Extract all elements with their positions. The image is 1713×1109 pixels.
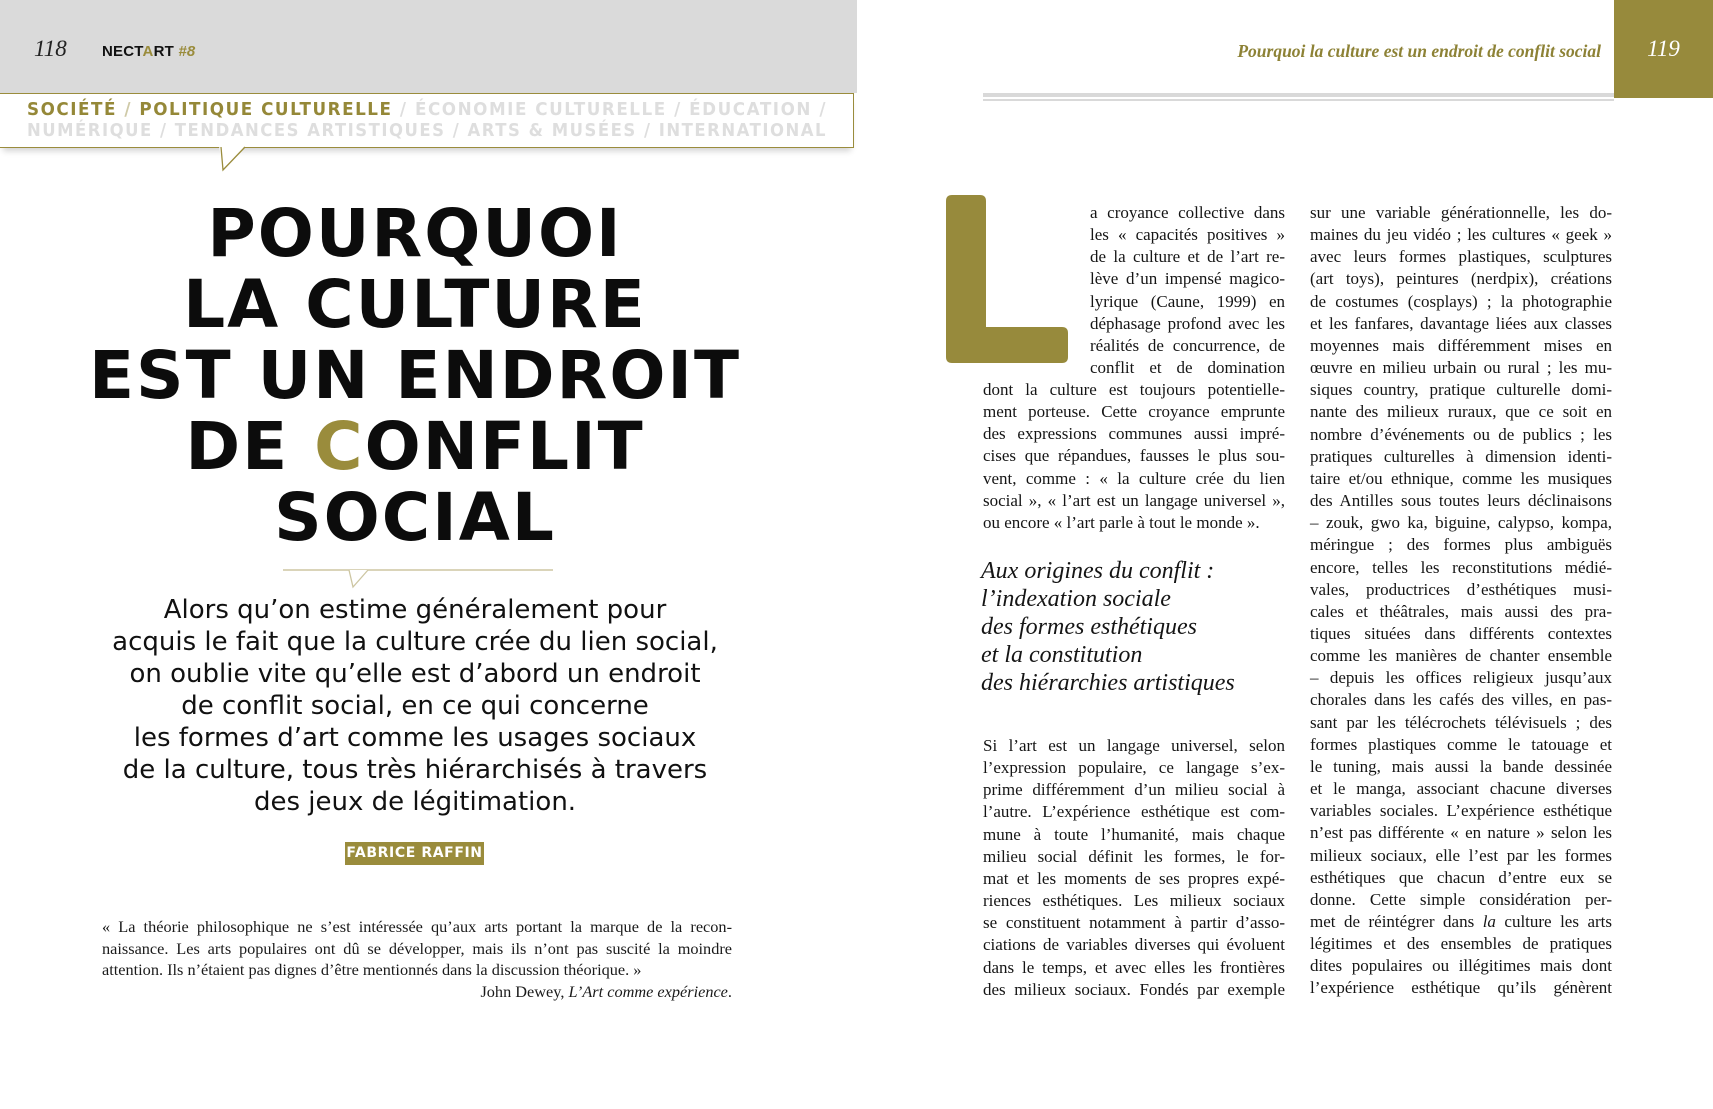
running-head: Pourquoi la culture est un endroit de conflit social <box>1237 41 1601 61</box>
body-line: des Antilles sous toutes leurs déclinaisons <box>1310 491 1612 511</box>
quote-line: attention. Ils n’étaient pas dignes d’être mentionnés dans la discussion théorique. » <box>102 960 642 980</box>
body-line: lyrique (Caune, 1999) en <box>1090 291 1285 311</box>
body-line: social », « l’art est un langage universel », <box>983 490 1285 510</box>
body-line: a croyance collective dans <box>1090 203 1285 222</box>
section-tag[interactable]: ÉDUCATION <box>689 100 812 120</box>
body-line: légitimes et des ensembles de pratiques <box>1310 934 1612 954</box>
body-line: encore, telles les reconstitutions médié- <box>1310 557 1612 577</box>
issue-number: #8 <box>178 43 196 60</box>
tag-separator: / <box>160 121 168 141</box>
body-line: l’expérience esthétique qu’ils génèrent <box>1310 978 1612 998</box>
body-line: n’est pas différente « en nature » selon les <box>1310 823 1612 843</box>
body-line: siques country, pratique culturelle domi- <box>1310 380 1612 400</box>
subheading-line: des formes esthétiques <box>981 614 1197 640</box>
section-tag[interactable]: INTERNATIONAL <box>658 121 827 141</box>
body-line: sur une variable générationnelle, les do- <box>1310 203 1612 222</box>
body-line: riences esthétiques. Les milieux sociaux <box>983 891 1285 911</box>
body-line: – depuis les offices religieux jusqu’aux <box>1310 668 1612 688</box>
body-line: l’expression populaire, ce langage s’ex- <box>983 758 1285 778</box>
body-line: et les fanfares, davantage liées aux classes <box>1310 313 1612 333</box>
subheading-line: des hiérarchies artistiques <box>981 670 1235 696</box>
body-line: méringue ; des formes plus ambiguës <box>1310 535 1612 555</box>
tag-separator: / <box>124 100 133 120</box>
body-line: mune à toute l’humanité, mais chaque <box>983 824 1285 844</box>
body-line: œuvre en milieu urbain ou rural ; les mu- <box>1310 358 1612 378</box>
lede-line: de conflit social, en ce qui concerne <box>181 691 649 721</box>
tag-separator: / <box>399 100 408 120</box>
body-line: cales et théâtrales, mais aussi des pra- <box>1310 601 1612 621</box>
body-line: conflit et de domination <box>1090 358 1285 378</box>
body-line: variables sociales. L’expérience esthétique <box>1310 801 1612 821</box>
body-line: pratiques culturelles à dimension identi- <box>1310 446 1612 466</box>
tag-separator: / <box>674 100 682 120</box>
left-page-header-band <box>0 0 857 93</box>
tag-separator: / <box>452 121 461 141</box>
body-line: sant par les télécrochets télévisuels ; des <box>1310 712 1612 732</box>
body-line: et le manga, associant chacune diverses <box>1310 779 1612 799</box>
section-tag[interactable]: ÉCONOMIE CULTURELLE <box>414 100 667 120</box>
body-line: taire et/ou ethnique, comme les musiques <box>1310 468 1612 488</box>
body-line: chorales dans les cafés des villes, en pas- <box>1310 690 1612 710</box>
body-line: dont la culture est toujours potentielle- <box>983 380 1285 399</box>
body-line: le tuning, mais aussi la bande dessinée <box>1310 756 1612 776</box>
body-line: cises que répandues, fausses le plus sou- <box>983 446 1285 466</box>
body-line: avec leurs formes plastiques, sculptures <box>1310 247 1612 267</box>
section-tag[interactable]: SOCIÉTÉ <box>27 100 117 120</box>
article-title: POURQUOI LA CULTURE EST UN ENDROIT DE CONFLIT SOCIAL <box>88 195 742 556</box>
body-line: maines du jeu vidéo ; les cultures « geek » <box>1310 225 1612 245</box>
body-line: de costumes (cosplays) ; la photographie <box>1310 291 1612 311</box>
subheading-line: et la constitution <box>981 642 1143 668</box>
body-line: les « capacités positives » <box>1090 225 1285 245</box>
body-line: moyennes mais différemment mises en <box>1310 335 1612 355</box>
lede-line: on oublie vite qu’elle est d’abord un endroit <box>129 659 701 689</box>
body-line: déphasage profond avec les <box>1090 313 1285 333</box>
body-line: réalités de concurrence, de <box>1090 335 1285 355</box>
body-line: formes plastiques comme le tatouage et <box>1310 734 1612 754</box>
section-tags-line-1 <box>27 100 827 120</box>
lede-line: des jeux de légitimation. <box>253 787 577 817</box>
tag-separator: / <box>643 121 652 141</box>
right-page-number: 119 <box>1647 36 1680 61</box>
body-line: de la culture et de l’art re- <box>1090 247 1285 267</box>
body-line: des expressions communes aussi impré- <box>983 424 1285 444</box>
quote-line: naissance. Les arts populaires ont dû se développer, mais ils n’ont pas suscité la moindre <box>102 938 732 958</box>
epigraph-quote <box>102 916 732 1003</box>
subheading-line: Aux origines du conflit : <box>981 558 1215 584</box>
body-line: comme les manières de chanter ensemble <box>1310 646 1612 666</box>
page-number-block <box>1614 0 1713 98</box>
drop-cap-L <box>946 195 1068 363</box>
body-line: tiques situées dans différents contextes <box>1310 623 1612 643</box>
body-column-1-section <box>983 735 1285 1001</box>
body-line: mat et les moments de ses propres expé- <box>983 868 1285 888</box>
author-badge: FABRICE RAFFIN <box>345 842 484 865</box>
lede-line: les formes d’art comme les usages sociaux <box>133 723 697 753</box>
body-line: ou encore « l’art parle à tout le monde ». <box>983 512 1260 532</box>
left-page-number: 118 <box>34 36 67 61</box>
magazine-logo: NECTART #8 <box>102 43 196 60</box>
title-divider <box>283 562 553 592</box>
body-line: milieu social définit les formes, le for- <box>983 846 1285 866</box>
body-line: dans le temps, et avec elles les frontières <box>983 957 1285 977</box>
header-rule-thin <box>983 99 1614 101</box>
body-line: met de réintégrer dans la culture les arts <box>1310 912 1612 931</box>
quote-attribution: John Dewey, L’Art comme expérience. <box>480 982 732 1002</box>
section-tag[interactable]: TENDANCES ARTISTIQUES <box>174 121 446 141</box>
body-line: nante des milieux ruraux, que ce soit en <box>1310 402 1612 422</box>
subheading-line: l’indexation sociale <box>981 586 1171 612</box>
body-line: milieux sociaux, elle l’est par les formes <box>1310 845 1612 865</box>
section-tag[interactable]: POLITIQUE CULTURELLE <box>139 100 393 120</box>
lede-line: de la culture, tous très hiérarchisés à travers <box>122 755 708 785</box>
title-accent-letter: C <box>314 408 365 485</box>
lede-line: Alors qu’on estime généralement pour <box>163 595 667 625</box>
body-line: ment porteuse. Cette croyance emprunte <box>983 402 1285 422</box>
body-column-1-intro <box>1090 202 1285 379</box>
body-line: des milieux sociaux. Fondés par exemple <box>983 979 1285 999</box>
callout-notch <box>219 146 247 172</box>
lede-line: acquis le fait que la culture crée du lien social, <box>112 627 718 657</box>
body-line: (art toys), peintures (nerdpix), créations <box>1310 269 1612 289</box>
body-line: vales, productrices d’esthétiques musi- <box>1310 579 1612 599</box>
body-line: se constituent notamment à partir d’asso- <box>983 913 1285 933</box>
body-line: l’autre. L’expérience esthétique est com- <box>983 802 1285 822</box>
quote-line: « La théorie philosophique ne s’est intéressée qu’aux arts portant la marque de la recon- <box>102 917 732 936</box>
body-column-2 <box>1310 202 1612 1000</box>
body-line: dites populaires ou illégitimes mais dont <box>1310 956 1612 976</box>
body-line: esthétiques que chacun d’entre eux se <box>1310 867 1612 887</box>
body-line: lève d’un impensé magico- <box>1090 269 1285 289</box>
body-line: donne. Cette simple considération per- <box>1310 889 1612 909</box>
section-tag[interactable]: NUMÉRIQUE <box>27 121 153 141</box>
body-line: prime différemment d’un milieu social à <box>983 780 1285 800</box>
section-tags-line-2 <box>27 121 827 141</box>
article-lede <box>60 594 770 818</box>
header-rule <box>983 93 1614 97</box>
tag-separator: / <box>819 100 827 120</box>
section-subheading <box>981 557 1291 697</box>
section-tag[interactable]: ARTS & MUSÉES <box>467 121 637 141</box>
body-line: – zouk, gwo ka, biguine, calypso, kompa, <box>1310 513 1612 533</box>
body-column-1-continued <box>983 379 1285 534</box>
body-line: nombre d’événements ou de publics ; les <box>1310 424 1612 444</box>
body-line: ciations de variables diverses qui évoluent <box>983 935 1285 955</box>
section-tags-box <box>0 93 854 148</box>
body-line: Si l’art est un langage universel, selon <box>983 736 1285 755</box>
body-line: vent, comme : « la culture crée du lien <box>983 468 1285 488</box>
